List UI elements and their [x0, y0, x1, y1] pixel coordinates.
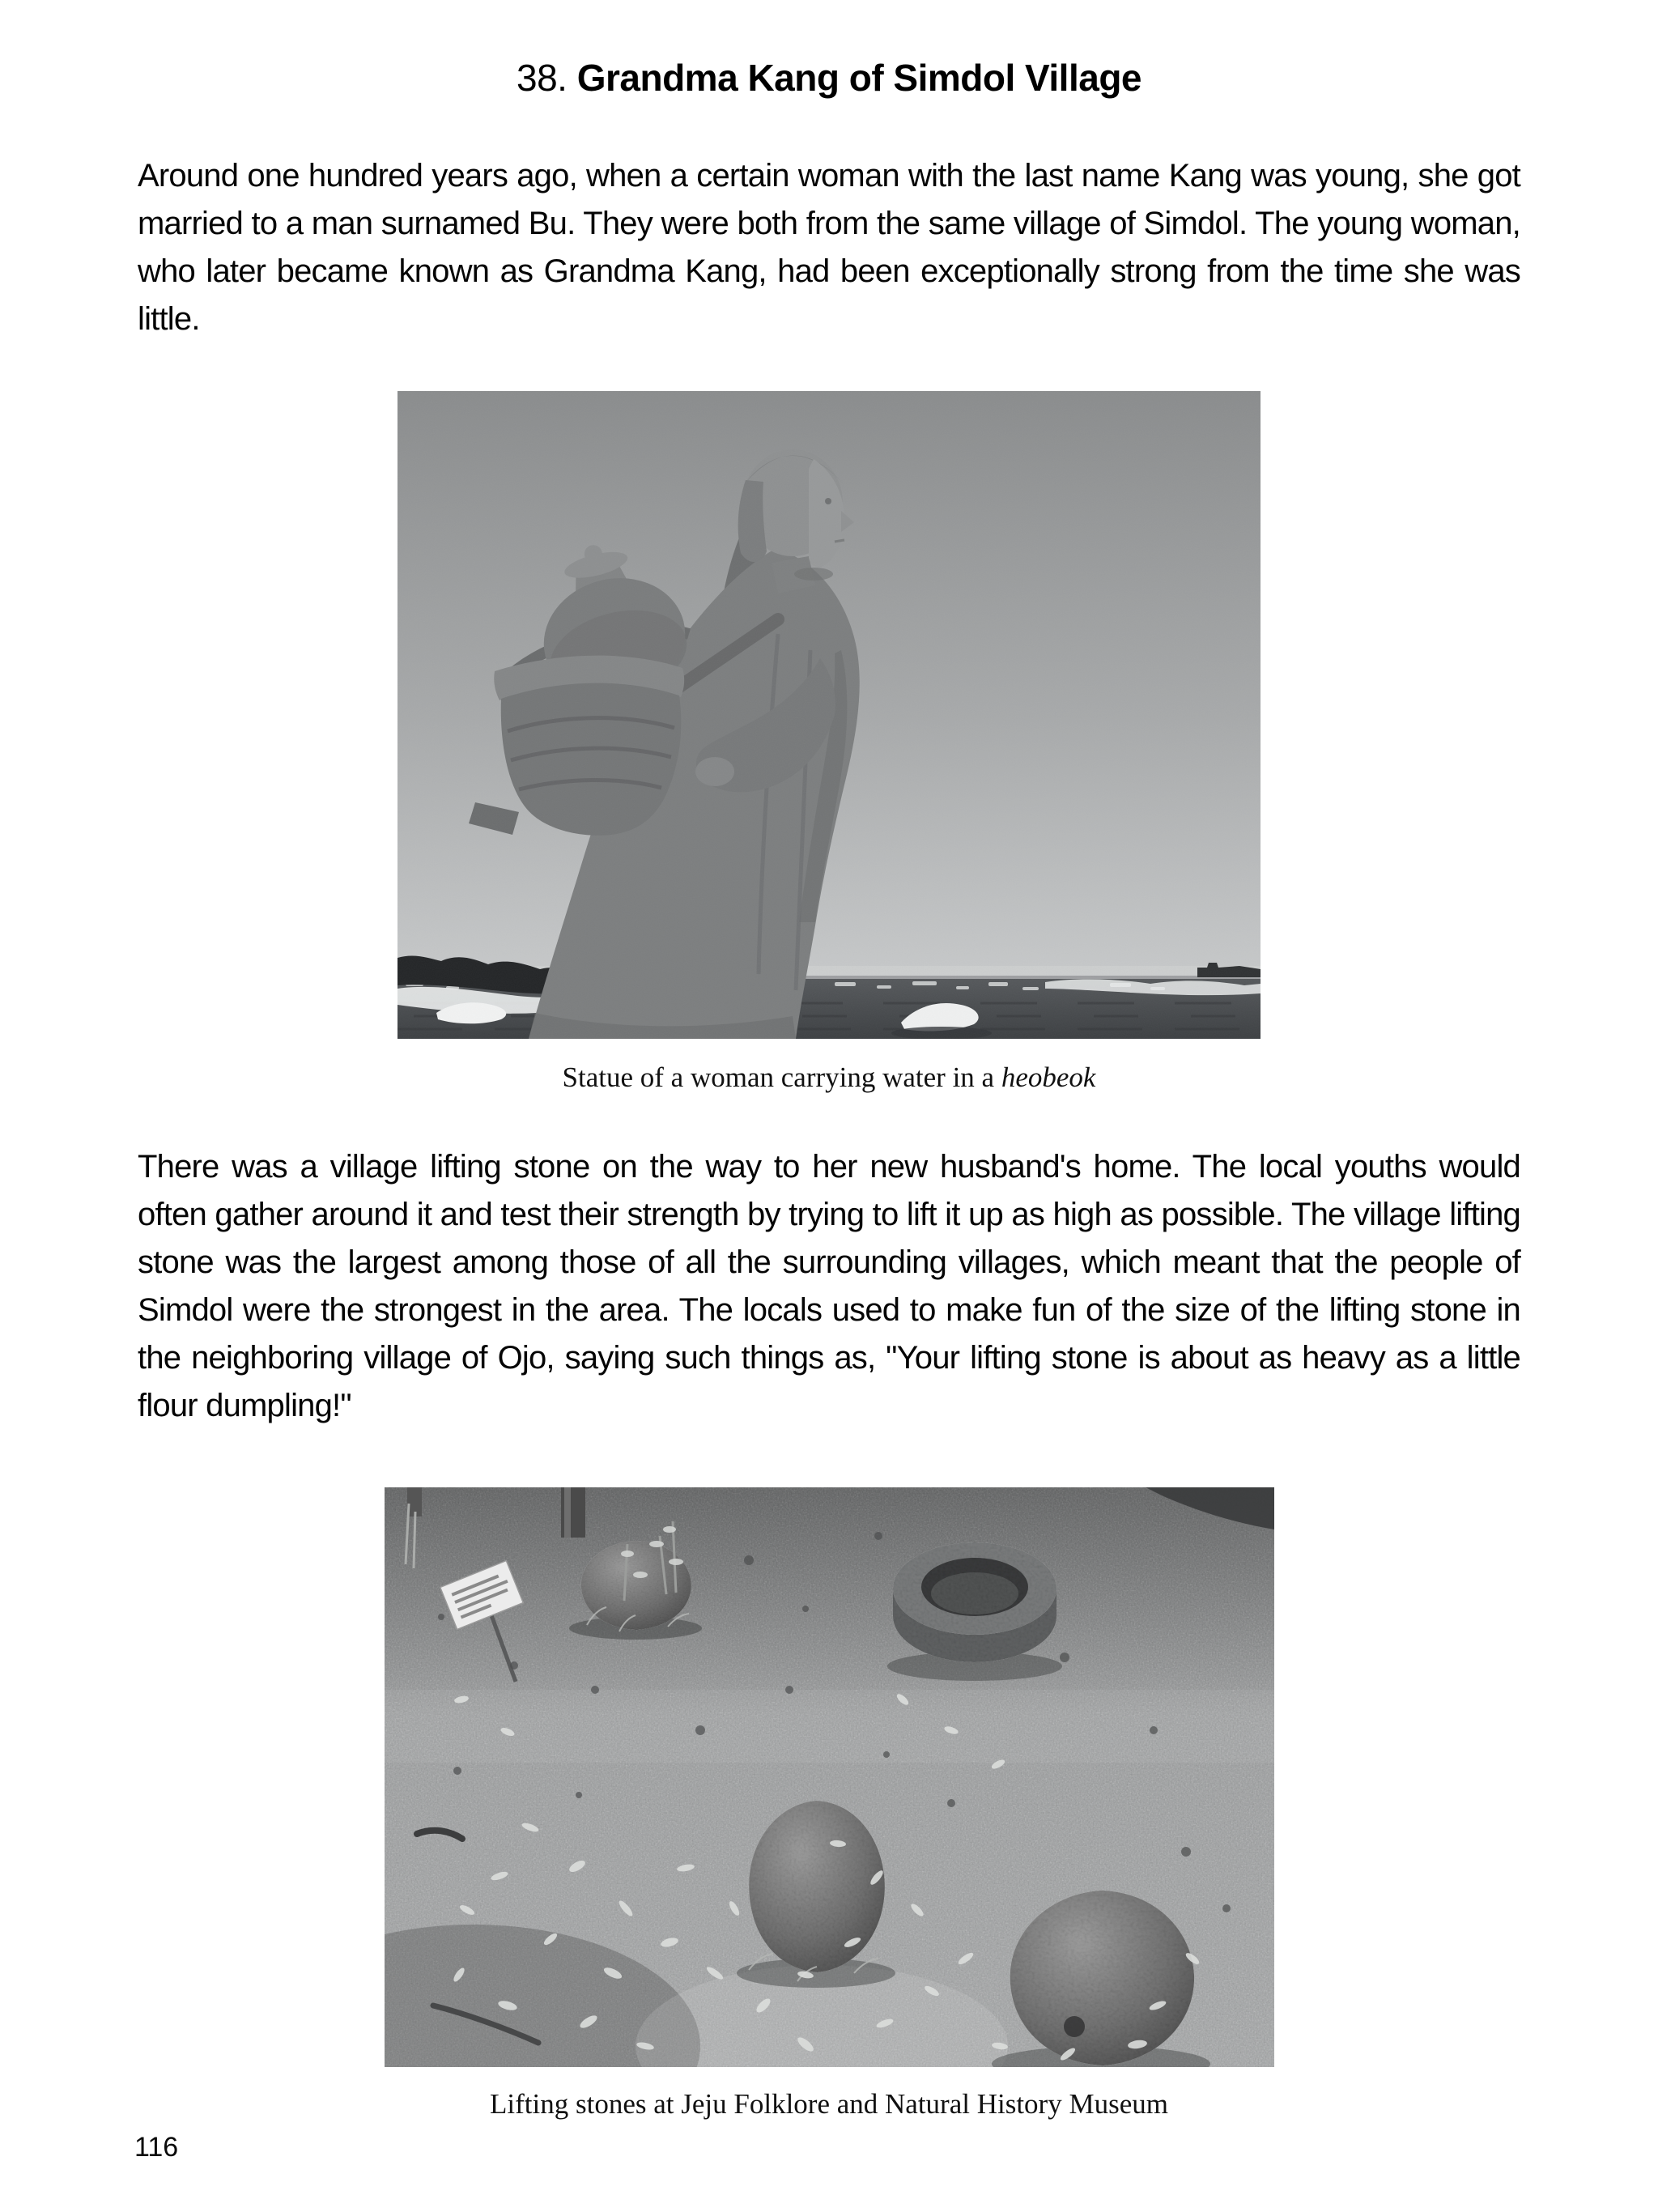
lifting-stones-illustration: [385, 1487, 1274, 2067]
page-number: 116: [134, 2132, 179, 2163]
statue-photo: [397, 391, 1261, 1039]
paragraph-2: There was a village lifting stone on the way to her new husband's home. The local youths would often gather around it and test their strength by trying to lift it up as high as possible. The village lifting stone was the largest among those of all the surrounding villages, which meant that the people of Simdol were the strongest in the area. The locals used to make fun of the size of the lifting stone in the neighboring village of Ojo, saying such things as, "Your lifting stone is about as heavy as a little flour dumpling!": [138, 1149, 1520, 1423]
figure-caption-statue: [0, 1059, 1658, 1096]
chapter-title: [0, 53, 1658, 102]
paragraph-1: Around one hundred years ago, when a certain woman with the last name Kang was young, she got married to a man surnamed Bu. They were both from the same village of Simdol. The young woman, who later became known as Grandma Kang, had been exceptionally strong from the time she was little.: [138, 158, 1520, 337]
caption-italic-term: heobeok: [1001, 1061, 1096, 1093]
ring-stone: [887, 1542, 1062, 1681]
chapter-title-text: Grandma Kang of Simdol Village: [576, 57, 1141, 99]
caption-text: Statue of a woman carrying water in a: [562, 1061, 1001, 1093]
chapter-number: 38.: [516, 57, 568, 99]
figure-caption-stones: Lifting stones at Jeju Folklore and Natural History Museum: [490, 2088, 1168, 2120]
statue-photo-illustration: [397, 391, 1261, 1039]
lifting-stones-photo: [385, 1487, 1274, 2067]
